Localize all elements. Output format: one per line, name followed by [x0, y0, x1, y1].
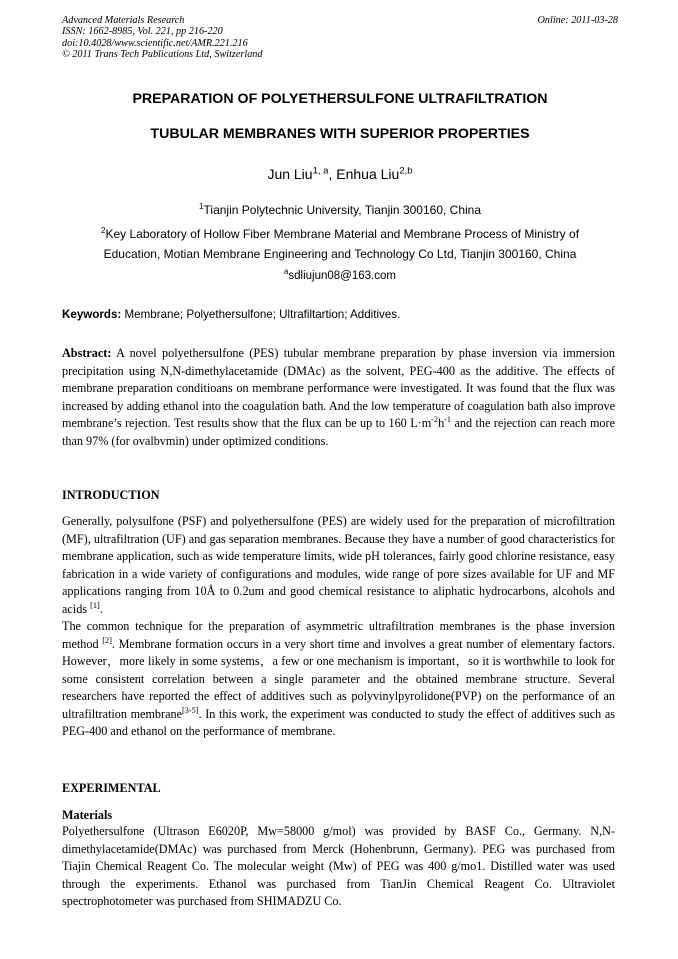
- author-email: [62, 268, 618, 284]
- author-affiliation-marker: 2,b: [399, 165, 413, 177]
- paragraph-text: .: [99, 601, 103, 616]
- citation-ref[interactable]: [2]: [102, 635, 112, 645]
- keywords-text: Membrane; Polyethersulfone; Ultrafiltartion; Additives.: [121, 308, 401, 321]
- paragraph-text: Generally, polysulfone (PSF) and polyethersulfone (PES) are widely used for the preparation of microfiltration (MF), ultrafiltration (UF) and gas separation membranes. Because they have a number of good characteristics for membrane application, such as wide temperature limits, wide pH tolerances, fairly good chlorine resistance, easy fabrication in a wide variety of configurations and modules, wide range of pore sizes available for UF and MF applications ranging from 10Å to 0.2um and good chemical resistance to aliphatic hydrocarbons, alcohols and acids: [62, 514, 615, 616]
- citation-ref[interactable]: [3-5]: [182, 705, 199, 715]
- abstract-text: h: [438, 416, 445, 430]
- affiliation-2: [62, 224, 618, 264]
- abstract-text: and the rejection can reach more than 97% (for ovalbvmin) under optimized conditions.: [62, 416, 615, 448]
- affiliation-text: Tianjin Polytechnic University, Tianjin 300160, China: [203, 203, 482, 217]
- paragraph-text: . Membrane formation occurs in a very short time and involves a great number of elementary factors. However，more likely in some systems，a few or one mechanism is important，so it is worthwhile to look for some consistent correlation between a single parameter and the obtained membrane structure. Several researchers have reported the effect of additives such as polyvinylpyrolidone(PVP) on the performance of an ultrafiltration membrane: [62, 636, 616, 721]
- online-date: Online: 2011-03-28: [537, 15, 618, 26]
- paragraph-text: The common technique for the preparation of asymmetric ultrafiltration membranes is the phase inversion method: [62, 619, 615, 651]
- unit-superscript: -1: [444, 414, 452, 424]
- paragraph: [62, 513, 615, 618]
- journal-header: [62, 15, 618, 61]
- keywords: [62, 307, 618, 323]
- author-affiliation-marker: 1, a: [312, 165, 329, 177]
- author-name: Jun Liu: [267, 166, 313, 182]
- unit-superscript: -2: [431, 414, 439, 424]
- email-marker: a: [284, 267, 289, 277]
- paper-title-line-1: PREPARATION OF POLYETHERSULFONE ULTRAFILTRATION: [132, 91, 548, 107]
- issn-line: ISSN: 1662-8985, Vol. 221, pp 216-220: [62, 26, 223, 38]
- author-name: Enhua Liu: [336, 166, 400, 182]
- paper-title-line-2: TUBULAR MEMBRANES WITH SUPERIOR PROPERTIES: [150, 126, 530, 142]
- section-heading-introduction: INTRODUCTION: [62, 488, 160, 502]
- abstract-label: Abstract:: [62, 346, 112, 360]
- affiliation-text: Education, Motian Membrane Engineering and Technology Co Ltd, Tianjin 300160, China: [103, 247, 577, 261]
- email-address[interactable]: sdliujun08@163.com: [288, 270, 396, 282]
- journal-name: Advanced Materials Research: [62, 15, 185, 26]
- subsection-heading-materials: Materials: [62, 808, 113, 822]
- citation-ref[interactable]: [1]: [90, 600, 100, 610]
- abstract-text: A novel polyethersulfone (PES) tubular membrane preparation by phase inversion via immersion precipitation using N,N-dimethylacetamide (DMAc) as the solvent, PEG-400 as the additive. The effects of membrane preparation conditioans on membrane performance were investigated. It was found that the flux was increased by adding ethanol into the coagulation bath. And the low temperature of coagulation bath also improve membrane’s rejection. Test results show that the flux can be up to 160 L·m: [62, 346, 615, 430]
- affiliation-1: [62, 200, 618, 220]
- introduction-body: [62, 513, 615, 741]
- keywords-label: Keywords:: [62, 308, 122, 321]
- affiliation-marker: 2: [100, 226, 106, 235]
- section-heading-experimental: EXPERIMENTAL: [62, 781, 161, 795]
- author-separator: ,: [328, 166, 337, 182]
- author-list: [62, 166, 618, 183]
- materials-body: Polyethersulfone (Ultrason E6020P, Mw=58000 g/mol) was provided by BASF Co., Germany. N,N-dimethylacetamide(DMAc) was purchased from Merck (Hohenbrunn, Germany). PEG was purchased from Tiajin Chemical Reagent Co. The molecular weight (Mw) of PEG was 400 g/mo1. Distilled water was used through the experiments. Ethanol was purchased from TianJin Chemical Reagent Co. Ultraviolet spectrophotometer was purchased from SHIMADZU Co.: [62, 824, 615, 908]
- affiliation-text: Key Laboratory of Hollow Fiber Membrane Material and Membrane Process of Ministry of: [105, 227, 580, 241]
- copyright-line: © 2011 Trans Tech Publications Ltd, Switzerland: [62, 49, 263, 61]
- paragraph-text: . In this work, the experiment was conducted to study the effect of additives such as PEG-400 and ethanol on the performance of membrane.: [62, 706, 615, 738]
- affiliation-marker: 1: [198, 202, 204, 211]
- abstract: [62, 345, 615, 450]
- paragraph: [62, 618, 615, 741]
- doi-line[interactable]: doi:10.4028/www.scientific.net/AMR.221.216: [62, 37, 248, 49]
